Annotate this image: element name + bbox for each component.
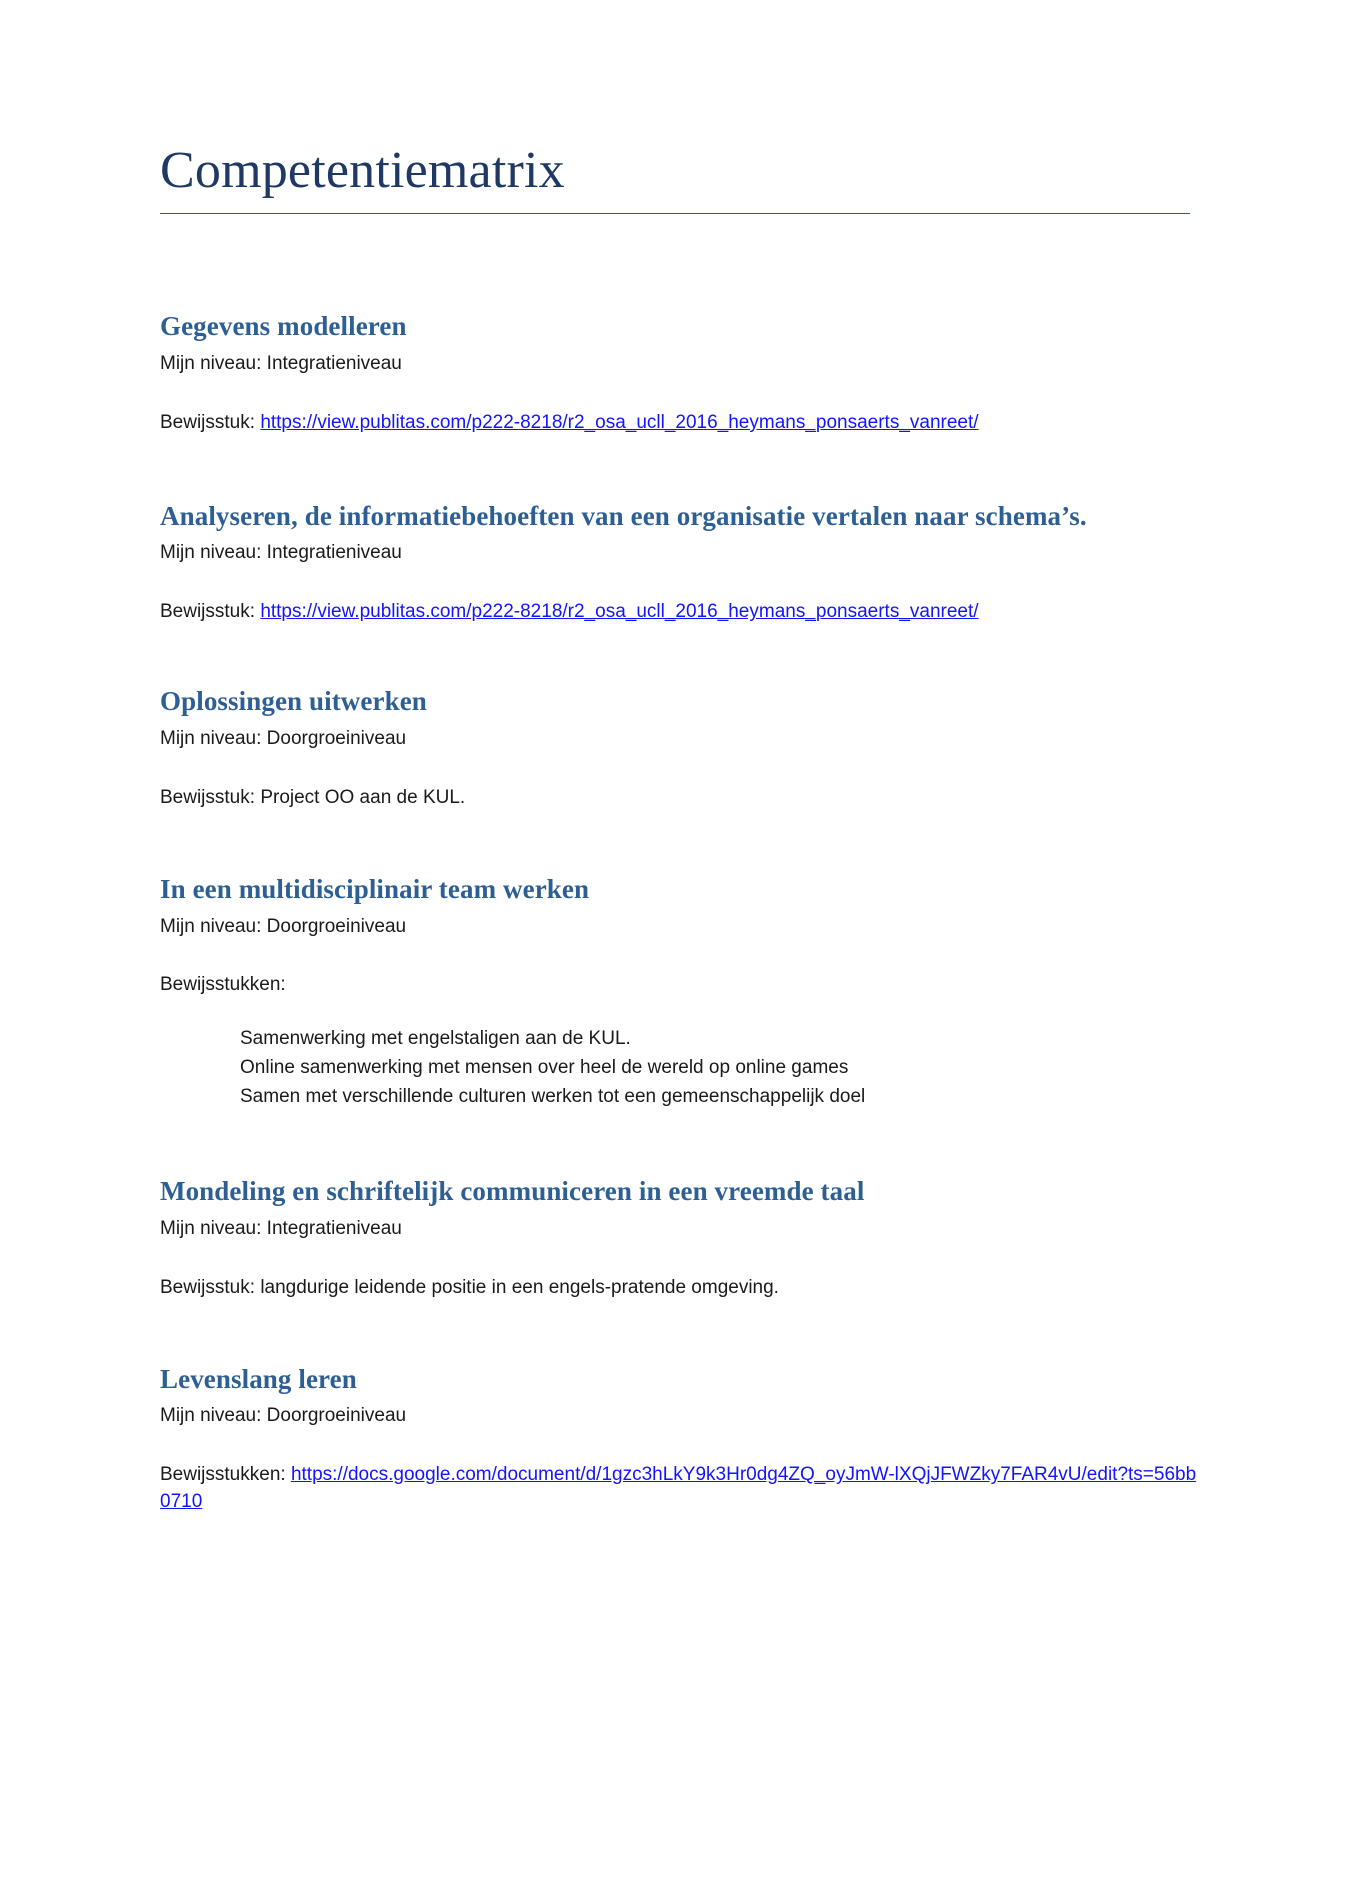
- evidence-label: Bewijsstuk:: [160, 411, 261, 433]
- evidence-label: Bewijsstukken:: [160, 974, 286, 996]
- page-title: Competentiematrix: [160, 142, 565, 199]
- evidence-label: Bewijsstuk:: [160, 786, 261, 808]
- title-divider: [160, 213, 1190, 214]
- level-line: Mijn niveau: Doorgroeiniveau: [160, 727, 407, 749]
- evidence-link[interactable]: https://view.publitas.com/p222-8218/r2_osa_ucll_2016_heymans_ponsaerts_vanreet/: [260, 411, 979, 433]
- competency-section: [160, 1362, 1200, 1517]
- evidence-text: Project OO aan de KUL.: [260, 786, 466, 808]
- level-line: Mijn niveau: Integratieniveau: [160, 352, 402, 374]
- competency-section: [160, 684, 1200, 812]
- evidence-line: [160, 972, 1200, 999]
- list-item: Samen met verschillende culturen werken tot een gemeenschappelijk doel: [240, 1086, 866, 1108]
- evidence-line: [160, 1275, 1200, 1302]
- evidence-label: Bewijsstukken:: [160, 1464, 291, 1486]
- evidence-label: Bewijsstuk:: [160, 1276, 261, 1298]
- evidence-line: [160, 599, 1200, 626]
- section-heading: Mondeling en schriftelijk communiceren in een vreemde taal: [160, 1176, 865, 1207]
- competency-section: [160, 499, 1200, 627]
- level-line: Mijn niveau: Integratieniveau: [160, 542, 402, 564]
- section-heading: In een multidisciplinair team werken: [160, 873, 590, 904]
- level-line: Mijn niveau: Doorgroeiniveau: [160, 1405, 407, 1427]
- section-heading: Analyseren, de informatiebehoeften van een organisatie vertalen naar schema’s.: [160, 500, 1087, 531]
- evidence-list: [160, 1025, 1200, 1112]
- list-item: Samenwerking met engelstaligen aan de KUL.: [240, 1028, 631, 1050]
- document-content: [160, 0, 1200, 1516]
- evidence-label: Bewijsstuk:: [160, 601, 261, 623]
- list-item: Online samenwerking met mensen over heel de wereld op online games: [240, 1057, 849, 1079]
- evidence-line: [160, 785, 1200, 812]
- level-line: Mijn niveau: Integratieniveau: [160, 1217, 402, 1239]
- evidence-text: langdurige leidende positie in een engels-pratende omgeving.: [260, 1276, 779, 1298]
- competency-section: [160, 872, 1200, 1112]
- evidence-link[interactable]: https://view.publitas.com/p222-8218/r2_osa_ucll_2016_heymans_ponsaerts_vanreet/: [260, 601, 979, 623]
- competency-section: [160, 1174, 1200, 1302]
- section-heading: Levenslang leren: [160, 1363, 357, 1394]
- evidence-line: [160, 1462, 1200, 1516]
- evidence-link[interactable]: https://docs.google.com/document/d/1gzc3hLkY9k3Hr0dg4ZQ_oyJmW-lXQjJFWZky7FAR4vU/edit?ts=56bb0710: [160, 1464, 1197, 1513]
- level-line: Mijn niveau: Doorgroeiniveau: [160, 915, 407, 937]
- competency-section: [160, 309, 1200, 437]
- section-heading: Oplossingen uitwerken: [160, 686, 427, 717]
- evidence-line: [160, 410, 1200, 437]
- section-heading: Gegevens modelleren: [160, 311, 407, 342]
